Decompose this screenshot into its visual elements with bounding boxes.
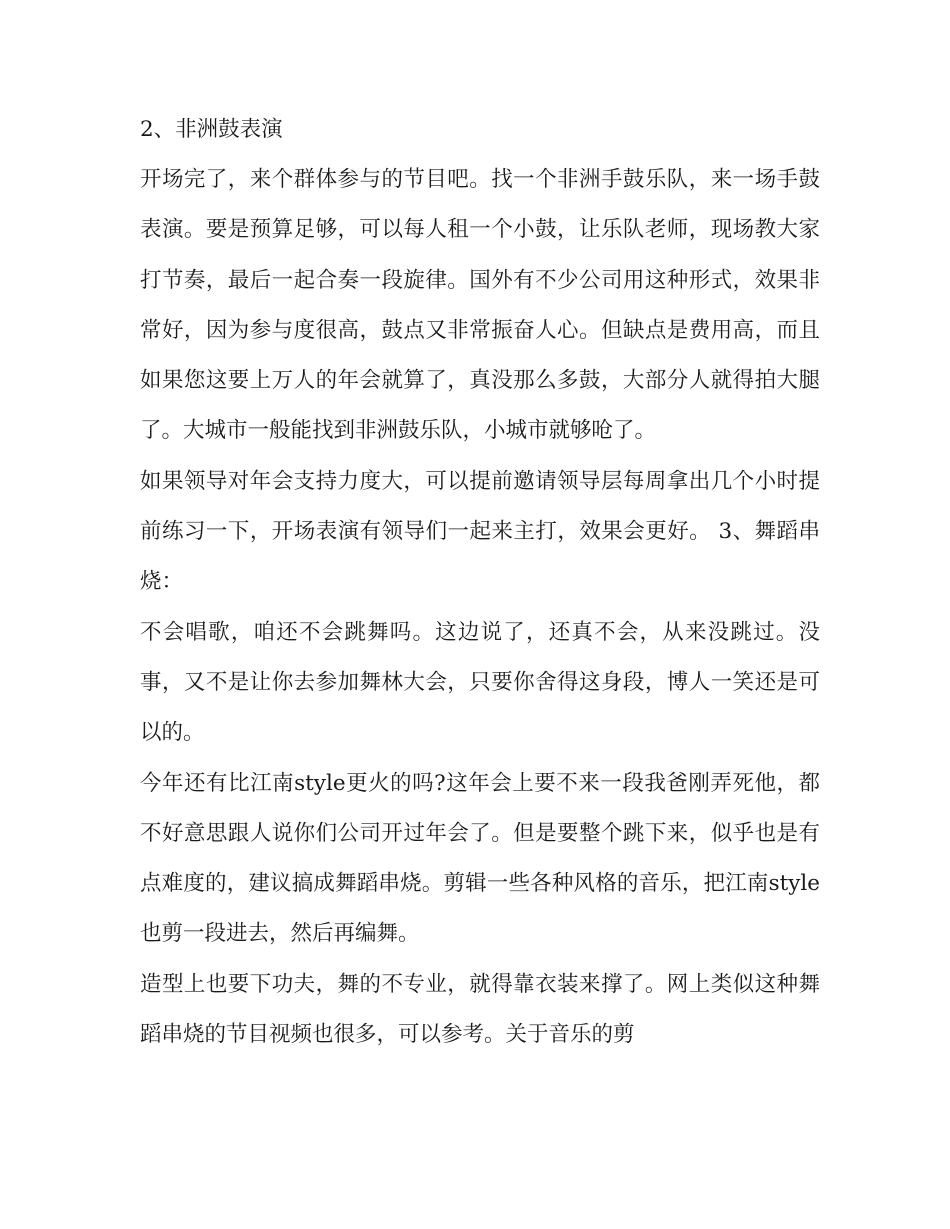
paragraph-leaders-practice: 如果领导对年会支持力度大，可以提前邀请领导层每周拿出几个小时提前练习一下，开场表演有领导们一起来主打，效果会更好。 3、舞蹈串烧： [140,468,820,595]
document-page [140,110,820,1060]
paragraph-costume: 造型上也要下功夫，舞的不专业，就得靠衣装来撑了。网上类似这种舞蹈串烧的节目视频也很多，可以参考。关于音乐的剪 [140,971,820,1048]
paragraph-african-drum: 开场完了，来个群体参与的节目吧。找一个非洲手鼓乐队，来一场手鼓表演。要是预算足够，可以每人租一个小鼓，让乐队老师，现场教大家打节奏，最后一起合奏一段旋律。国外有不少公司用这种形式，效果非常好，因为参与度很高，鼓点又非常振奋人心。但缺点是费用高，而且如果您这要上万人的年会就算了，真没那么多鼓，大部分人就得拍大腿了。大城市一般能找到非洲鼓乐队，小城市就够呛了。 [140,167,820,444]
paragraph-gangnam-style: 今年还有比江南style更火的吗?这年会上要不来一段我爸刚弄死他，都不好意思跟人说你们公司开过年会了。但是要整个跳下来，似乎也是有点难度的，建议搞成舞蹈串烧。剪辑一些各种风格的音乐，把江南style也剪一段进去，然后再编舞。 [140,770,820,947]
paragraph-dance-intro: 不会唱歌，咱还不会跳舞吗。这边说了，还真不会，从来没跳过。没事，又不是让你去参加舞林大会，只要你舍得这身段，博人一笑还是可以的。 [140,619,820,746]
section-heading: 2、非洲鼓表演 [140,117,283,142]
